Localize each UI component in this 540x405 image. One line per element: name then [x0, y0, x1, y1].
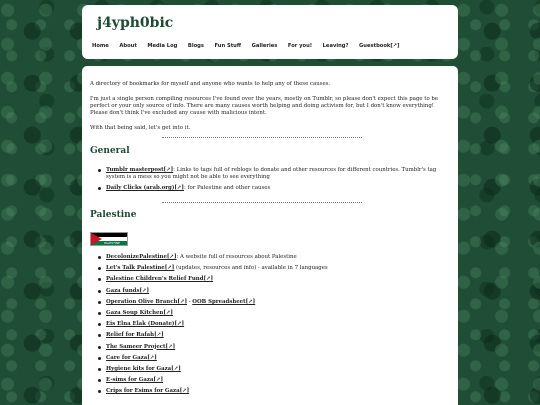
list-item-text: : Links to tags full of reblogs to donate and other resources for different countries. Tumblr's tag system is a mess so you might not be able to see everything: [106, 167, 437, 180]
gaza-funds-link[interactable]: Gaza funds[↗]: [106, 287, 150, 294]
list-item-text: (updates, resources and info) - available in 7 languages: [174, 265, 328, 272]
sameer-project-link[interactable]: The Sameer Project[↗]: [106, 343, 176, 350]
hygiene-kits-link[interactable]: Hygiene kits for Gaza[↗]: [106, 365, 181, 372]
nav-galleries[interactable]: Galleries: [251, 43, 278, 49]
nav-home[interactable]: Home: [92, 43, 109, 49]
operation-olive-branch-link[interactable]: Operation Olive Branch[↗]: [106, 298, 188, 305]
list-item: [98, 388, 443, 395]
divider: [162, 137, 362, 138]
nav-about[interactable]: About: [119, 43, 137, 49]
nav-blogs[interactable]: Blogs: [187, 43, 204, 49]
list-item-text: : for Palestine and other causes: [183, 185, 271, 191]
list-item: [98, 344, 443, 351]
list-item: [98, 276, 443, 283]
nav-guestbook[interactable]: Guestbook[↗]: [359, 43, 400, 49]
list-item: [98, 254, 443, 261]
free-palestine-flag-image: [90, 232, 128, 246]
list-item: [98, 321, 443, 328]
list-item: [98, 299, 443, 306]
crips-for-esims-link[interactable]: Crips for Esims for Gaza[↗]: [106, 388, 190, 395]
daily-clicks-link[interactable]: Daily Clicks (arab.org)[↗]: [106, 185, 184, 191]
list-item: [98, 332, 443, 339]
list-item-text: -: [187, 298, 193, 305]
divider: [162, 202, 362, 203]
oob-spreadsheet-link[interactable]: OOB Spreadsheet[↗]: [192, 298, 256, 305]
list-item: [98, 185, 443, 192]
intro-paragraph-2: I'm just a single person compiling resources I've found over the years, mostly on Tumblr, so please don't expect this page to be perfect or your only source of info. There are many causes worth helping and doing activism for, but I don't know everything! Please don't think I've excluded any cause with malicious intent.: [90, 96, 439, 116]
list-item: [98, 288, 443, 295]
nav-leaving[interactable]: Leaving?: [322, 43, 349, 49]
section-heading-general: General: [90, 146, 130, 156]
section-heading-palestine: Palestine: [90, 210, 137, 220]
esims-for-gaza-link[interactable]: E-sims for Gaza[↗]: [106, 377, 164, 384]
nav-fun-stuff[interactable]: Fun Stuff: [214, 43, 242, 49]
pcrf-link[interactable]: Palestine Children's Relief Fund[↗]: [106, 276, 214, 283]
gaza-soup-kitchen-link[interactable]: Gaza Soup Kitchen[↗]: [106, 309, 173, 316]
general-list: [98, 167, 443, 192]
list-item: [98, 310, 443, 317]
flag-triangle: [91, 233, 102, 245]
intro-paragraph-1: A directory of bookmarks for myself and anyone who wants to help any of these causes.: [90, 81, 331, 87]
decolonize-palestine-link[interactable]: DecolonizePalestine[↗]: [106, 254, 177, 260]
list-item: [98, 366, 443, 373]
main-content: [82, 66, 458, 405]
site-header: [82, 5, 458, 59]
eis-elna-elak-link[interactable]: Eis Elna Elak (Donate)[↗]: [106, 321, 185, 328]
palestine-list: [98, 254, 443, 399]
list-item-text: : A website full of resources about Palestine: [176, 254, 297, 260]
list-item: [98, 355, 443, 362]
tumblr-masterpost-link[interactable]: Tumblr masterpost[↗]: [106, 167, 174, 173]
care-for-gaza-link[interactable]: Care for Gaza[↗]: [106, 354, 157, 361]
list-item: [98, 265, 443, 272]
list-item: [98, 167, 443, 181]
nav-bar: [92, 43, 410, 49]
nav-media-log[interactable]: Media Log: [147, 43, 178, 49]
list-item: [98, 377, 443, 384]
nav-for-you[interactable]: For you!: [287, 43, 313, 49]
relief-for-rafah-link[interactable]: Relief for Rafah[↗]: [106, 332, 164, 339]
lets-talk-palestine-link[interactable]: Let's Talk Palestine[↗]: [106, 265, 175, 272]
site-title[interactable]: j4yph0bic: [97, 15, 174, 31]
intro-paragraph-3: With that being said, let's get into it.: [90, 125, 191, 131]
flag-text: FREE PALESTINE: [104, 237, 120, 245]
